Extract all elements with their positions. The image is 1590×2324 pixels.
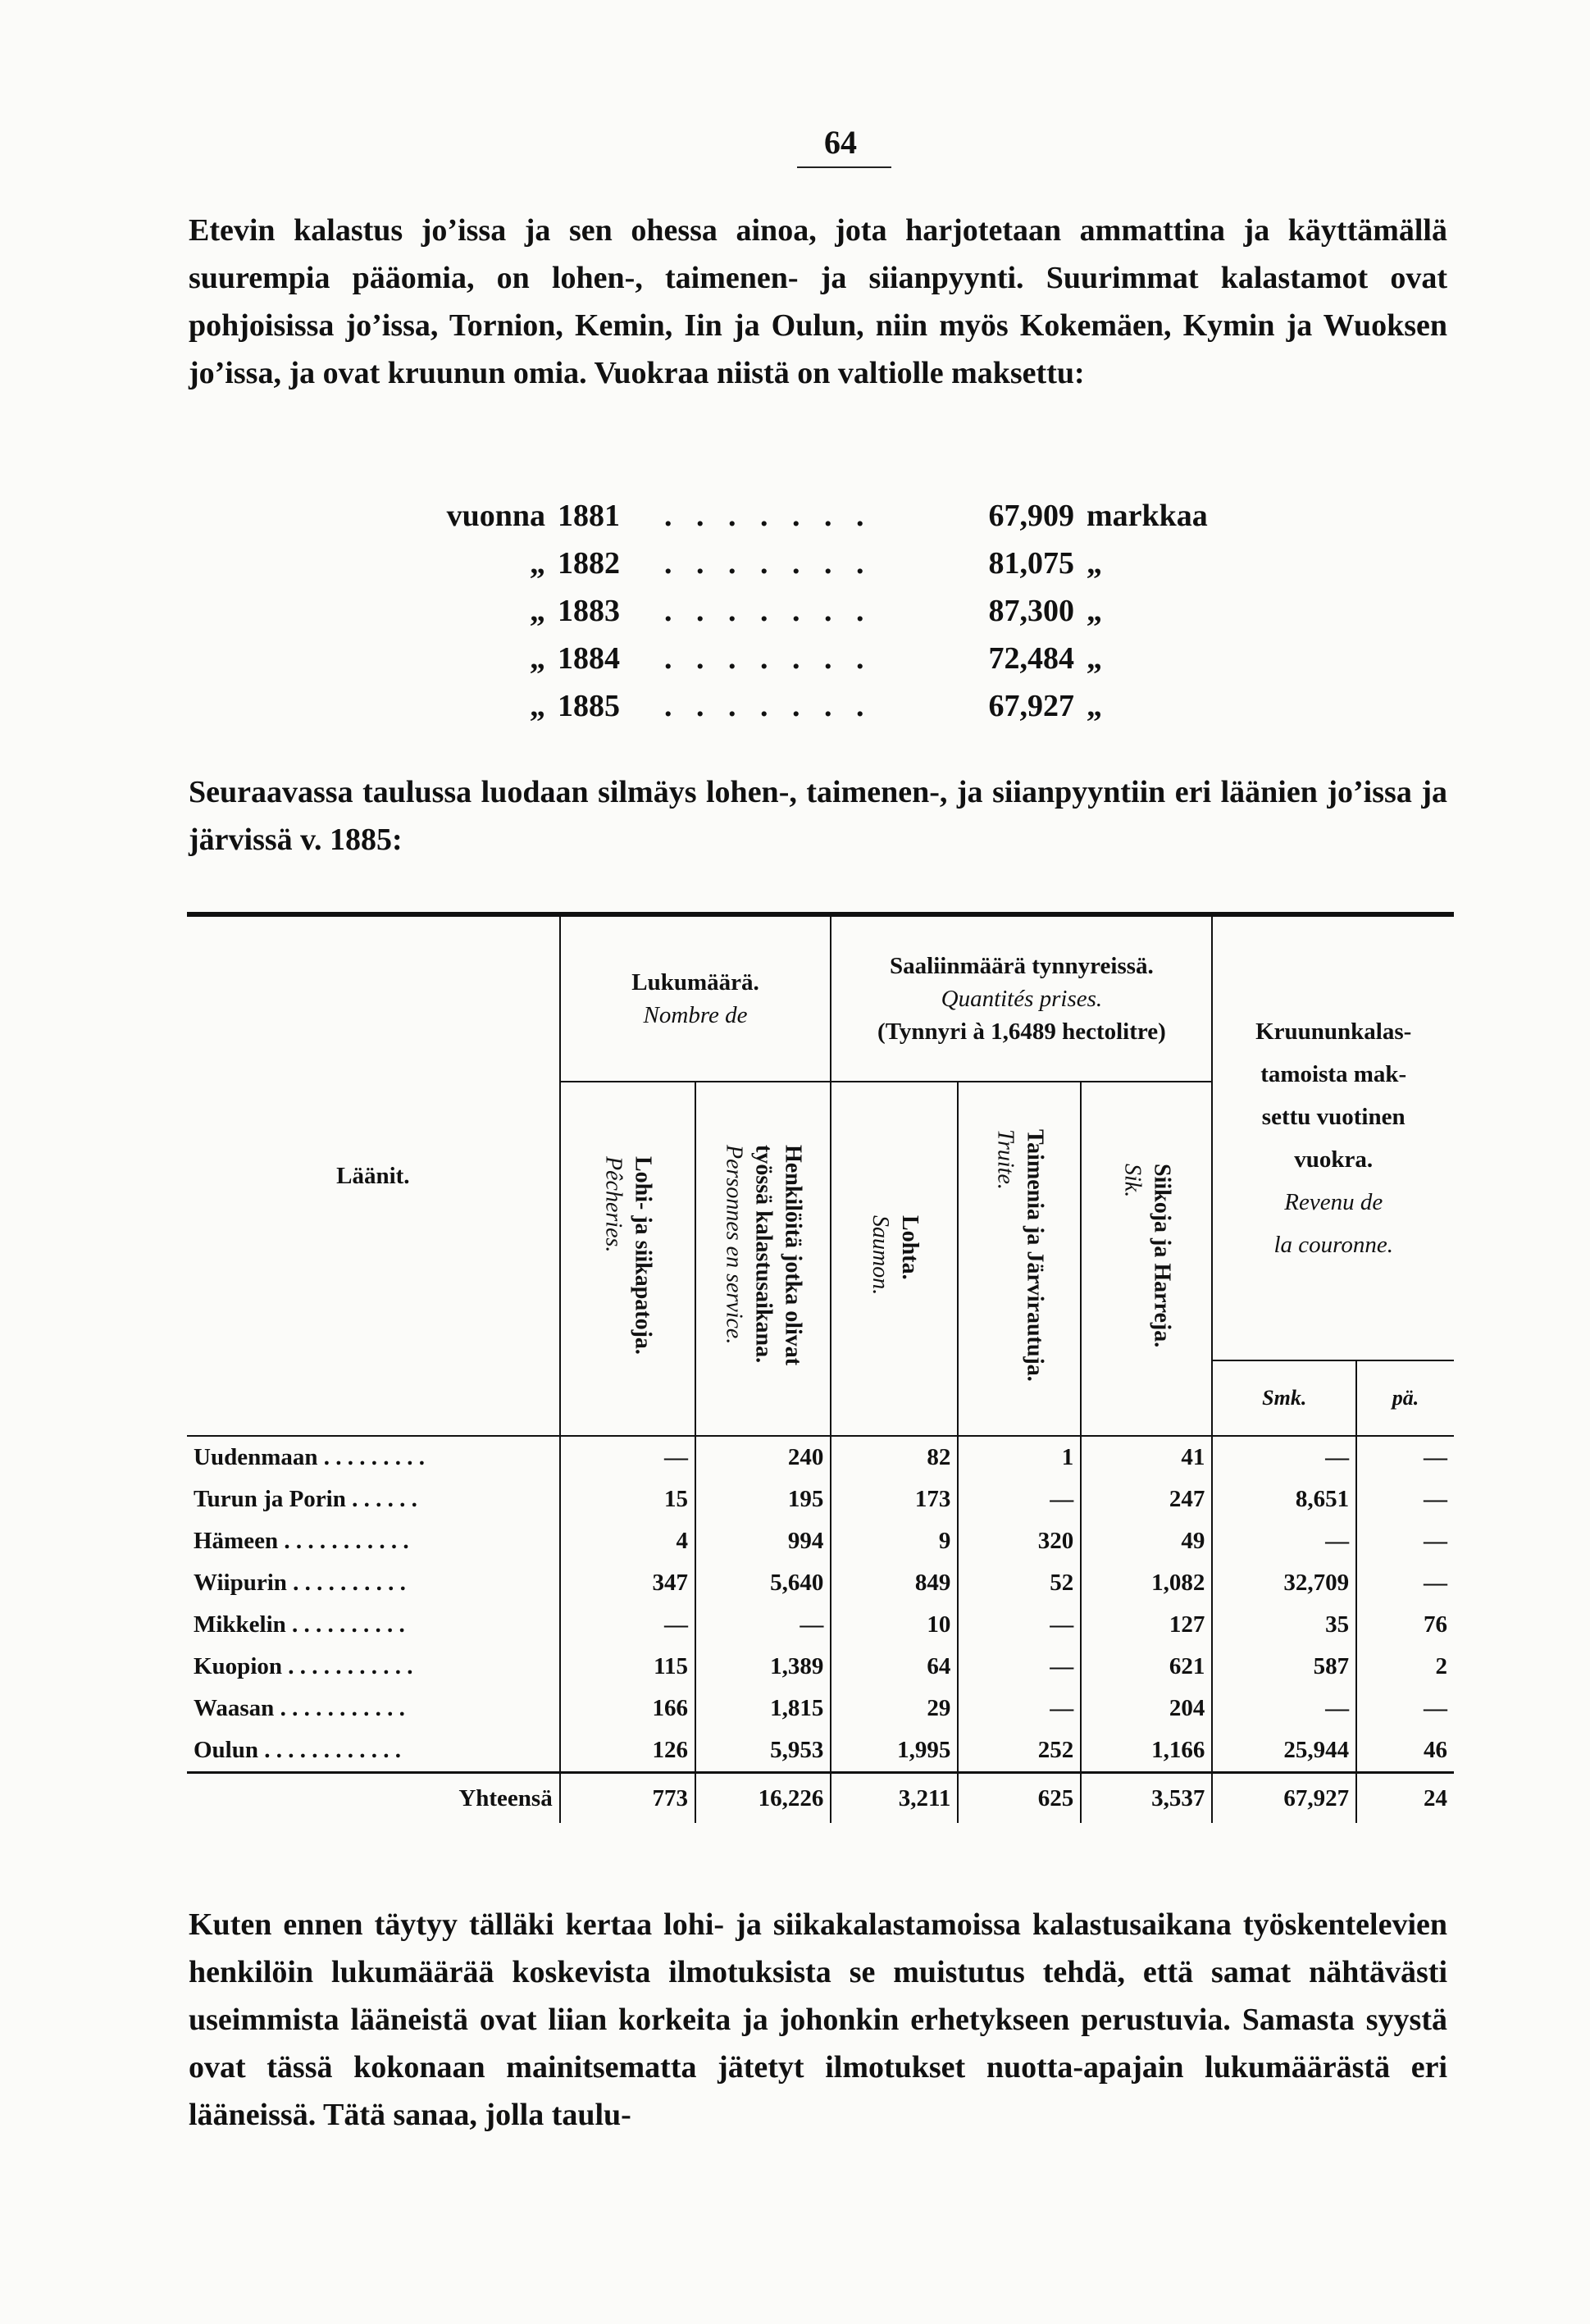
outro-paragraph [189, 1901, 1447, 2139]
cell-henk: 240 [695, 1436, 831, 1479]
cell-pa: 76 [1356, 1604, 1454, 1646]
cell-henk: 5,640 [695, 1562, 831, 1604]
cell-lohta: 29 [831, 1688, 958, 1729]
table-row [187, 1562, 1454, 1604]
header-kruunu [1212, 914, 1454, 1360]
header-laanit: Läänit. [187, 914, 560, 1436]
cell-pa: 2 [1356, 1646, 1454, 1688]
cell-patoja: 773 [560, 1773, 695, 1824]
cell-patoja: 166 [560, 1688, 695, 1729]
cell-taimen: — [958, 1604, 1081, 1646]
rent-row [431, 587, 1251, 635]
rent-amount: 72,484 [988, 641, 1074, 676]
cell-siika: 247 [1081, 1479, 1212, 1520]
cell-pa: — [1356, 1520, 1454, 1562]
header-lukumaara-fr: Nombre de [643, 1002, 748, 1028]
header-taimen-fr: Truite. [992, 1129, 1018, 1191]
rent-dots: . . . . . . . [664, 499, 872, 533]
cell-siika: 621 [1081, 1646, 1212, 1688]
cell-patoja: 4 [560, 1520, 695, 1562]
county-name: Turun ja Porin . . . . . . [194, 1486, 417, 1512]
cell-siika: 3,537 [1081, 1773, 1212, 1824]
cell-lohta: 849 [831, 1562, 958, 1604]
outro-text: Kuten ennen täytyy tälläki kertaa lohi- ja siikakalastamoissa kalastusaikana työskentelevien henkilöin lukumäärää koskevista ilmotuksista se muistutus tehdä, että samat nähtävästi useimmista lääneistä ovat liian korkeita ja johonkin erhetykseen perustuvia. Samasta syystä ovat tässä kokonaan mainitsematta jätetyt ilmotukset nuotta-apajain lukumäärästä eri lääneissä. Tätä sanaa, jolla taulu- [189, 1907, 1447, 2132]
rent-year: 1881 [558, 499, 620, 533]
table-intro-paragraph [189, 768, 1447, 864]
cell-henk: 16,226 [695, 1773, 831, 1824]
cell-mk: — [1212, 1688, 1356, 1729]
header-kruunu-fr-2: la couronne. [1273, 1232, 1393, 1258]
header-lohta [831, 1082, 958, 1436]
cell-taimen: 252 [958, 1729, 1081, 1773]
intro-text: Etevin kalastus jo’issa ja sen ohessa ainoa, jota harjotetaan ammattina ja käyttämällä suurempia pääomia, on lohen-, taimenen- ja siianpyynti. Suurimmat kalastamot ovat pohjoisissa jo’issa, Tornion, Kemin, Iin ja Oulun, niin myös Kokemäen, Kymin ja Wuoksen jo’issa, ja ovat kruunun omia. Vuokraa niistä on valtiolle maksettu: [189, 213, 1447, 390]
rent-unit: „ [1087, 546, 1102, 581]
rent-prefix: „ [530, 689, 545, 723]
header-lukumaara-fi: Lukumäärä. [631, 969, 759, 996]
page-number-rule [797, 166, 891, 168]
rent-amount: 87,300 [988, 594, 1074, 628]
cell-mk: 32,709 [1212, 1562, 1356, 1604]
header-taimen-text [990, 1129, 1049, 1382]
cell-taimen: 625 [958, 1773, 1081, 1824]
cell-siika: 41 [1081, 1436, 1212, 1479]
cell-patoja: — [560, 1436, 695, 1479]
cell-patoja: 115 [560, 1646, 695, 1688]
cell-pa: — [1356, 1562, 1454, 1604]
cell-patoja: 126 [560, 1729, 695, 1773]
cell-taimen: — [958, 1646, 1081, 1688]
cell-mk: 35 [1212, 1604, 1356, 1646]
rent-list [431, 492, 1251, 730]
cell-lohta: 173 [831, 1479, 958, 1520]
total-row [187, 1773, 1454, 1824]
rent-row [431, 540, 1251, 587]
cell-lohta: 82 [831, 1436, 958, 1479]
header-henk-fr: Personnes en service. [721, 1145, 747, 1345]
county-name: Uudenmaan . . . . . . . . . [194, 1444, 425, 1470]
header-lohta-fr: Saumon. [867, 1215, 893, 1296]
county-name: Hämeen . . . . . . . . . . . [194, 1528, 409, 1554]
header-patoja [560, 1082, 695, 1436]
total-label: Yhteensä [187, 1773, 560, 1824]
table-row [187, 1604, 1454, 1646]
county-name: Waasan . . . . . . . . . . . [194, 1695, 405, 1721]
cell-taimen: 52 [958, 1562, 1081, 1604]
cell-taimen: — [958, 1688, 1081, 1729]
cell-mk: 587 [1212, 1646, 1356, 1688]
rent-row [431, 682, 1251, 730]
county-name: Wiipurin . . . . . . . . . . [194, 1570, 406, 1596]
table-intro-text: Seuraavassa taulussa luodaan silmäys lohen-, taimenen-, ja siianpyyntiin eri läänien jo’issa ja järvissä v. 1885: [189, 775, 1447, 857]
table-body [187, 1436, 1454, 1823]
intro-paragraph [189, 207, 1447, 397]
table-row [187, 1520, 1454, 1562]
cell-lohta: 64 [831, 1646, 958, 1688]
cell-lohta: 10 [831, 1604, 958, 1646]
cell-lohta: 9 [831, 1520, 958, 1562]
rent-row [431, 492, 1251, 540]
header-henk-fi-2: työssä kalastusaikana. [750, 1145, 777, 1364]
header-henk-fi-1: Henkilöitä jotka olivat [780, 1145, 806, 1366]
rent-unit: „ [1087, 689, 1102, 723]
cell-lohta: 3,211 [831, 1773, 958, 1824]
header-taimen-fi: Taimenia ja Järvirautuja. [1022, 1129, 1048, 1382]
rent-amount: 67,909 [988, 499, 1074, 533]
cell-pa: 24 [1356, 1773, 1454, 1824]
rent-year: 1883 [558, 594, 620, 628]
cell-taimen: 320 [958, 1520, 1081, 1562]
cell-siika: 1,082 [1081, 1562, 1212, 1604]
table-row [187, 1646, 1454, 1688]
county-name: Mikkelin . . . . . . . . . . [194, 1611, 405, 1638]
page-number: 64 [824, 124, 857, 161]
cell-henk: 5,953 [695, 1729, 831, 1773]
header-lohta-fi: Lohta. [896, 1215, 923, 1280]
rent-row [431, 635, 1251, 682]
header-patoja-text [598, 1156, 657, 1355]
cell-siika: 1,166 [1081, 1729, 1212, 1773]
rent-dots: . . . . . . . [664, 689, 872, 723]
cell-henk: — [695, 1604, 831, 1646]
rent-prefix: „ [530, 546, 545, 581]
header-currency-pa: pä. [1356, 1360, 1454, 1436]
rent-prefix: vuonna [446, 499, 545, 533]
cell-mk: — [1212, 1520, 1356, 1562]
table-row [187, 1688, 1454, 1729]
table-row [187, 1479, 1454, 1520]
rent-dots: . . . . . . . [664, 594, 872, 628]
header-currency-mk: Smk. [1212, 1360, 1356, 1436]
header-siika-fr: Sik. [1119, 1163, 1146, 1198]
cell-patoja: — [560, 1604, 695, 1646]
header-patoja-fi: Lohi- ja siikapatoja. [630, 1156, 656, 1355]
cell-siika: 204 [1081, 1688, 1212, 1729]
cell-pa: — [1356, 1479, 1454, 1520]
cell-taimen: 1 [958, 1436, 1081, 1479]
rent-year: 1885 [558, 689, 620, 723]
cell-henk: 195 [695, 1479, 831, 1520]
cell-patoja: 347 [560, 1562, 695, 1604]
cell-siika: 49 [1081, 1520, 1212, 1562]
rent-year: 1882 [558, 546, 620, 581]
header-siika-text [1117, 1164, 1176, 1347]
header-lukumaara [560, 914, 831, 1082]
county-name: Kuopion . . . . . . . . . . . [194, 1653, 413, 1679]
cell-pa: — [1356, 1436, 1454, 1479]
rent-amount: 67,927 [988, 689, 1074, 723]
rent-amount: 81,075 [988, 546, 1074, 581]
cell-henk: 1,815 [695, 1688, 831, 1729]
header-kruunu-line-2: tamoista mak- [1260, 1061, 1407, 1087]
cell-lohta: 1,995 [831, 1729, 958, 1773]
table-row [187, 1436, 1454, 1479]
header-saalis [831, 914, 1212, 1082]
rent-dots: . . . . . . . [664, 641, 872, 676]
rent-prefix: „ [530, 594, 545, 628]
header-henk [695, 1082, 831, 1436]
table-row [187, 1729, 1454, 1773]
cell-siika: 127 [1081, 1604, 1212, 1646]
cell-henk: 1,389 [695, 1646, 831, 1688]
rent-prefix: „ [530, 641, 545, 676]
header-saalis-note: (Tynnyri à 1,6489 hectolitre) [877, 1018, 1166, 1045]
cell-henk: 994 [695, 1520, 831, 1562]
rent-unit: „ [1087, 594, 1102, 628]
header-kruunu-line-3: settu vuotinen [1261, 1104, 1405, 1130]
header-henk-text [719, 1145, 808, 1365]
header-kruunu-line-1: Kruununkalas- [1255, 1018, 1412, 1045]
cell-pa: — [1356, 1688, 1454, 1729]
cell-mk: 67,927 [1212, 1773, 1356, 1824]
header-patoja-fr: Pêcheries. [600, 1156, 626, 1253]
cell-mk: 8,651 [1212, 1479, 1356, 1520]
header-lohta-text [865, 1215, 924, 1295]
cell-pa: 46 [1356, 1729, 1454, 1773]
header-siika-fi: Siikoja ja Harreja. [1149, 1163, 1175, 1348]
header-kruunu-line-4: vuokra. [1294, 1146, 1374, 1173]
rent-dots: . . . . . . . [664, 546, 872, 581]
header-saalis-fi: Saaliinmäärä tynnyreissä. [890, 953, 1154, 979]
rent-unit: markkaa [1087, 499, 1208, 533]
cell-mk: — [1212, 1436, 1356, 1479]
cell-taimen: — [958, 1479, 1081, 1520]
rent-year: 1884 [558, 641, 620, 676]
fishery-table [187, 912, 1454, 1823]
header-taimen [958, 1082, 1081, 1436]
county-name: Oulun . . . . . . . . . . . . [194, 1737, 401, 1763]
header-siika [1081, 1082, 1212, 1436]
rent-unit: „ [1087, 641, 1102, 676]
header-kruunu-fr-1: Revenu de [1284, 1189, 1383, 1215]
cell-mk: 25,944 [1212, 1729, 1356, 1773]
cell-patoja: 15 [560, 1479, 695, 1520]
header-saalis-fr: Quantités prises. [941, 986, 1103, 1012]
